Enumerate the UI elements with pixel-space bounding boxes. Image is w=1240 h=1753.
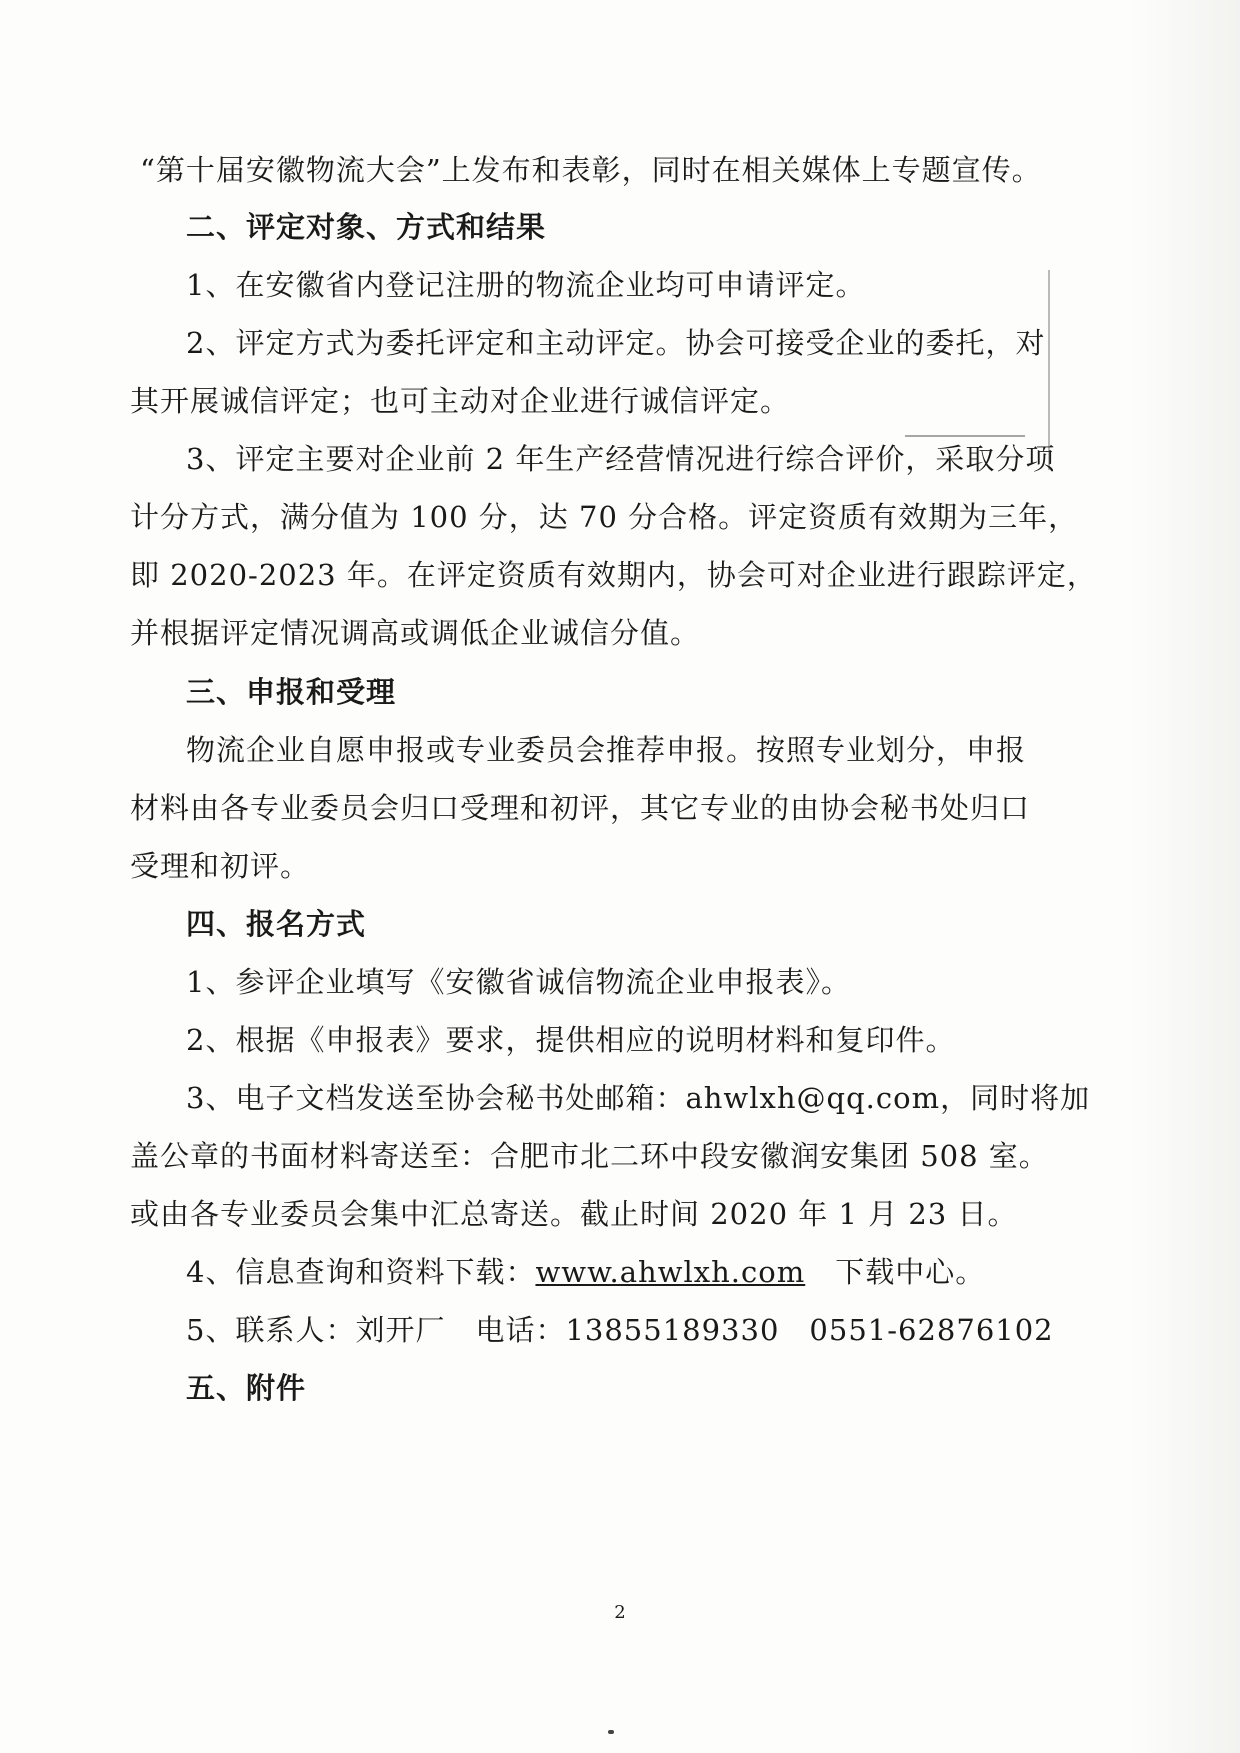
paragraph-line: 材料由各专业委员会归口受理和初评，其它专业的由协会秘书处归口 bbox=[130, 791, 1031, 825]
paragraph-line: “第十届安徽物流大会”上发布和表彰，同时在相关媒体上专题宣传。 bbox=[140, 153, 1042, 187]
paragraph-line: 盖公章的书面材料寄送至：合肥市北二环中段安徽润安集团 508 室。 bbox=[130, 1139, 1049, 1173]
paragraph-line: 2、根据《申报表》要求，提供相应的说明材料和复印件。 bbox=[186, 1023, 956, 1057]
download-suffix: 下载中心。 bbox=[835, 1255, 986, 1289]
scan-shadow bbox=[1130, 0, 1240, 1753]
paragraph-line: 1、参评企业填写《安徽省诚信物流企业申报表》。 bbox=[186, 965, 851, 999]
paragraph-line: 并根据评定情况调高或调低企业诚信分值。 bbox=[130, 616, 701, 650]
download-info-line bbox=[186, 1252, 985, 1292]
contact-phone: 电话：13855189330 bbox=[475, 1313, 780, 1347]
contact-info-line bbox=[186, 1310, 1054, 1350]
paragraph-line: 3、评定主要对企业前 2 年生产经营情况进行综合评价，采取分项 bbox=[186, 442, 1056, 476]
paragraph-line: 物流企业自愿申报或专业委员会推荐申报。按照专业划分，申报 bbox=[186, 733, 1027, 767]
paragraph-line: 或由各专业委员会集中汇总寄送。截止时间 2020 年 1 月 23 日。 bbox=[130, 1197, 1018, 1231]
paragraph-line: 计分方式，满分值为 100 分，达 70 分合格。评定资质有效期为三年， bbox=[130, 500, 1079, 534]
paragraph-line: 3、电子文档发送至协会秘书处邮箱：ahwlxh@qq.com，同时将加 bbox=[186, 1081, 1091, 1115]
page-number: 2 bbox=[614, 1602, 626, 1623]
contact-phone-2: 0551-62876102 bbox=[809, 1313, 1054, 1347]
contact-person: 5、联系人：刘开厂 bbox=[186, 1313, 446, 1347]
website-link[interactable]: www.ahwlxh.com bbox=[535, 1255, 806, 1289]
paragraph-line: 其开展诚信评定；也可主动对企业进行诚信评定。 bbox=[130, 384, 791, 418]
section-heading-2: 二、评定对象、方式和结果 bbox=[186, 210, 547, 244]
section-heading-4: 四、报名方式 bbox=[186, 907, 367, 941]
paragraph-line: 2、评定方式为委托评定和主动评定。协会可接受企业的委托，对 bbox=[186, 326, 1046, 360]
paragraph-line: 即 2020-2023 年。在评定资质有效期内，协会可对企业进行跟踪评定， bbox=[130, 558, 1097, 592]
paragraph-line: 受理和初评。 bbox=[130, 849, 311, 883]
download-prefix: 4、信息查询和资料下载： bbox=[186, 1255, 536, 1289]
section-heading-3: 三、申报和受理 bbox=[186, 675, 397, 709]
section-heading-5: 五、附件 bbox=[186, 1371, 307, 1405]
paragraph-line: 1、在安徽省内登记注册的物流企业均可申请评定。 bbox=[186, 268, 866, 302]
stamp-bleed-mark bbox=[905, 435, 1025, 437]
scan-dot bbox=[608, 1730, 614, 1734]
